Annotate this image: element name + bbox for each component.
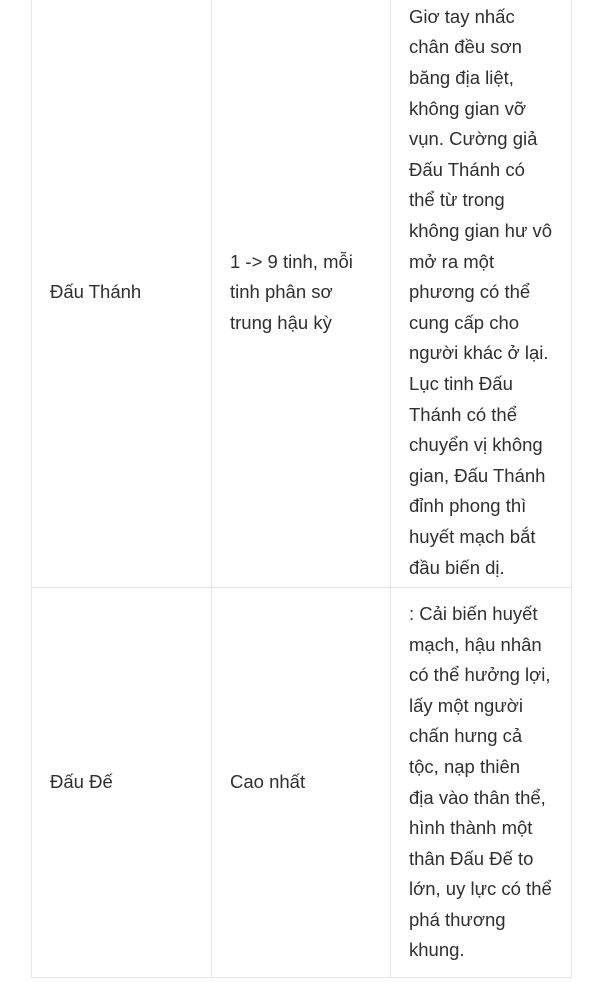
description-line: chuyển vị không bbox=[409, 434, 543, 456]
stars-line: Cao nhất bbox=[230, 771, 306, 793]
description-line: phá thương bbox=[409, 908, 506, 930]
description-line: băng địa liệt, bbox=[409, 67, 514, 89]
stars-line: tinh phân sơ bbox=[230, 281, 333, 303]
stars-cell bbox=[212, 0, 391, 587]
description-line: đỉnh phong thì bbox=[409, 495, 527, 517]
description-line: mạch, hậu nhân bbox=[409, 633, 542, 655]
description-cell bbox=[391, 588, 569, 977]
description-cell bbox=[391, 0, 569, 587]
description-line: Thánh có thể bbox=[409, 403, 517, 425]
level-cell bbox=[32, 588, 212, 977]
stars-cell bbox=[212, 588, 391, 977]
description-line: hình thành một bbox=[409, 817, 533, 839]
description-line: phương có thể bbox=[409, 281, 531, 303]
description-text bbox=[409, 2, 552, 583]
table-row bbox=[32, 0, 571, 588]
description-line: cung cấp cho bbox=[409, 311, 520, 333]
description-line: huyết mạch bắt bbox=[409, 525, 536, 547]
description-line: không gian hư vô bbox=[409, 220, 553, 242]
description-line: thân Đấu Đế to bbox=[409, 847, 534, 869]
stars-text bbox=[230, 767, 305, 798]
stars-text bbox=[230, 247, 353, 339]
description-line: khung. bbox=[409, 939, 465, 961]
description-line: lấy một người bbox=[409, 694, 523, 716]
description-line: Giơ tay nhấc bbox=[409, 5, 515, 27]
stars-line: trung hậu kỳ bbox=[230, 311, 332, 333]
description-line: tộc, nạp thiên bbox=[409, 755, 521, 777]
description-line: có thể hưởng lợi, bbox=[409, 664, 551, 686]
stars-line: 1 -> 9 tinh, mỗi bbox=[230, 250, 353, 272]
table-row bbox=[32, 588, 571, 977]
description-line: Lục tinh Đấu bbox=[409, 372, 513, 394]
level-name: Đấu Thánh bbox=[50, 281, 142, 303]
description-line: Đấu Thánh có bbox=[409, 158, 525, 180]
description-line: địa vào thân thể, bbox=[409, 786, 546, 808]
description-line: thể từ trong bbox=[409, 189, 505, 211]
level-cell bbox=[32, 0, 212, 587]
description-line: chấn hưng cả bbox=[409, 725, 523, 747]
description-line: : Cải biến huyết bbox=[409, 602, 538, 624]
description-line: người khác ở lại. bbox=[409, 342, 549, 364]
cultivation-table bbox=[31, 0, 572, 978]
description-line: mở ra một bbox=[409, 250, 495, 272]
description-line: chân đều sơn bbox=[409, 36, 522, 58]
description-text bbox=[409, 599, 552, 966]
description-line: vụn. Cường giả bbox=[409, 128, 538, 150]
description-line: lớn, uy lực có thể bbox=[409, 878, 552, 900]
description-line: đầu biến dị. bbox=[409, 556, 505, 578]
description-line: không gian vỡ bbox=[409, 97, 527, 119]
level-name: Đấu Đế bbox=[50, 771, 113, 793]
description-line: gian, Đấu Thánh bbox=[409, 464, 546, 486]
